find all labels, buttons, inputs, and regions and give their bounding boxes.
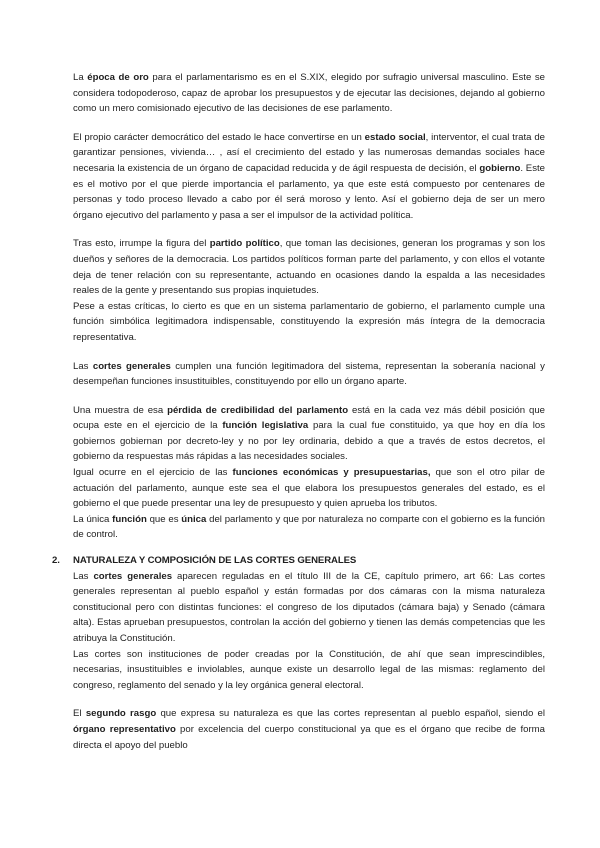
paragraph-partido-politico: Tras esto, irrumpe la figura del partido político, que toman las decisiones, generan los programas y son los dueños y señores de la democracia. Los partidos políticos forman parte del parlamento, y con ellos el votante deja de tener relación con su representante, actuando en ocasiones dando la espalda a las necesidades reales de la gente y presentando sus propias inquietudes. (73, 238, 545, 297)
bold-term: estado social (364, 131, 426, 143)
bold-term: funciones económicas y presupuestarias, (232, 467, 431, 479)
paragraph-segundo-rasgo: El segundo rasgo que expresa su naturaleza es que las cortes representan al pueblo español, siendo el órgano representativo por excelencia del cuerpo constitucional ya que es el órgano que recibe de forma directa el apoyo del pueblo (73, 708, 546, 751)
paragraph-perdida-credibilidad: Una muestra de esa pérdida de credibilidad del parlamento está en la cada vez más débil posición que ocupa este en el ejercicio de la función legislativa para la cual fue constituido, ya que hoy en día los gobiernos gobiernan por decreto-ley y no por ley ordinaria, debido a que a través de estos decretos, el gobierno da respuestas más rápidas a las necesidades sociales. (73, 404, 545, 463)
paragraph-funcion-control: La única función que es única del parlamento y que por naturaleza no comparte con el gobierno es la función de control. (73, 513, 546, 541)
paragraph-cortes-reguladas: Las cortes generales aparecen reguladas en el título III de la CE, capítulo primero, art 66: Las cortes generales representan al pueblo español y están formadas por dos cámaras con la misma naturaleza constitucional pero con distintas funciones: el congreso de los diputados (cámara baja) y Senado (cámara alta). Estas aprueban presupuestos, controlan la acción del gobierno y tienen las demás competencias que les atribuya la Constitución. (73, 570, 546, 644)
section-title: NATURALEZA Y COMPOSICIÓN DE LAS CORTES GENERALES (73, 555, 357, 567)
bold-term: segundo rasgo (85, 708, 157, 720)
bold-term: gobierno (479, 162, 521, 174)
paragraph-instituciones-poder: Las cortes son instituciones de poder creadas por la Constitución, de ahí que sean imprescindibles, necesarias, insustituibles e inviolables, aunque existe un desarrollo legal de las mismas: reglamento del congreso, reglamento del senado y la ley orgánica general electoral. (73, 648, 545, 691)
section-number: 2. (52, 555, 60, 567)
paragraph-criticas: Pese a estas críticas, lo cierto es que en un sistema parlamentario de gobierno, el parlamento cumple una función simbólica legitimadora indispensable, constituyendo la expresión más íntegra de la democracia representativa. (73, 300, 545, 343)
bold-term: partido político (209, 238, 280, 250)
bold-term: órgano representativo (73, 723, 176, 735)
document-body (52, 70, 546, 766)
paragraph-funciones-economicas: Igual ocurre en el ejercicio de las funciones económicas y presupuestarias, que son el otro pilar de actuación del parlamento, aunque este sea el que elabora los presupuestos generales del estado, es el gobierno el que puede presentar una ley de presupuesto y quien aprueba los tributos. (73, 467, 545, 510)
bold-term: cortes generales (92, 360, 171, 372)
bold-term: época de oro (87, 72, 149, 83)
paragraph-cortes-legitimadora: Las cortes generales cumplen una función legitimadora del sistema, representan la soberanía nacional y desempeñan funciones insustituibles, constituyendo por ello un órgano aparte. (73, 360, 545, 388)
paragraph-estado-social: El propio carácter democrático del estado le hace convertirse en un estado social, interventor, el cual trata de garantizar pensiones, vivienda… , así el crecimiento del estado y las numerosas demandas sociales hace necesaria la existencia de un órgano de capacidad reducida y de ágil respuesta de decisión, el gobierno. Este es el motivo por el que pierde importancia el parlamento, ya que este está compuesto por centenares de personas y todo proceso llevado a cabo por él será moroso y lento. Así el gobierno deja de ser un mero órgano ejecutivo del parlamento y pasa a ser el impulsor de la actividad política. (73, 131, 545, 221)
paragraph-epoca-de-oro: La época de oro para el parlamentarismo es en el S.XIX, elegido por sufragio universal masculino. Este se considera todopoderoso, capaz de aprobar los presupuestos y de ejecutar las decisiones, dejando al gobierno como un mero comisionado ejecutivo de las decisiones de ese parlamento. (73, 72, 545, 115)
bold-term: función legislativa (222, 420, 309, 432)
bold-term: cortes generales (93, 570, 173, 582)
bold-term: pérdida de credibilidad del parlamento (167, 404, 349, 416)
section-heading (52, 553, 545, 569)
bold-term: función (112, 513, 147, 525)
bold-term: única (181, 513, 207, 525)
